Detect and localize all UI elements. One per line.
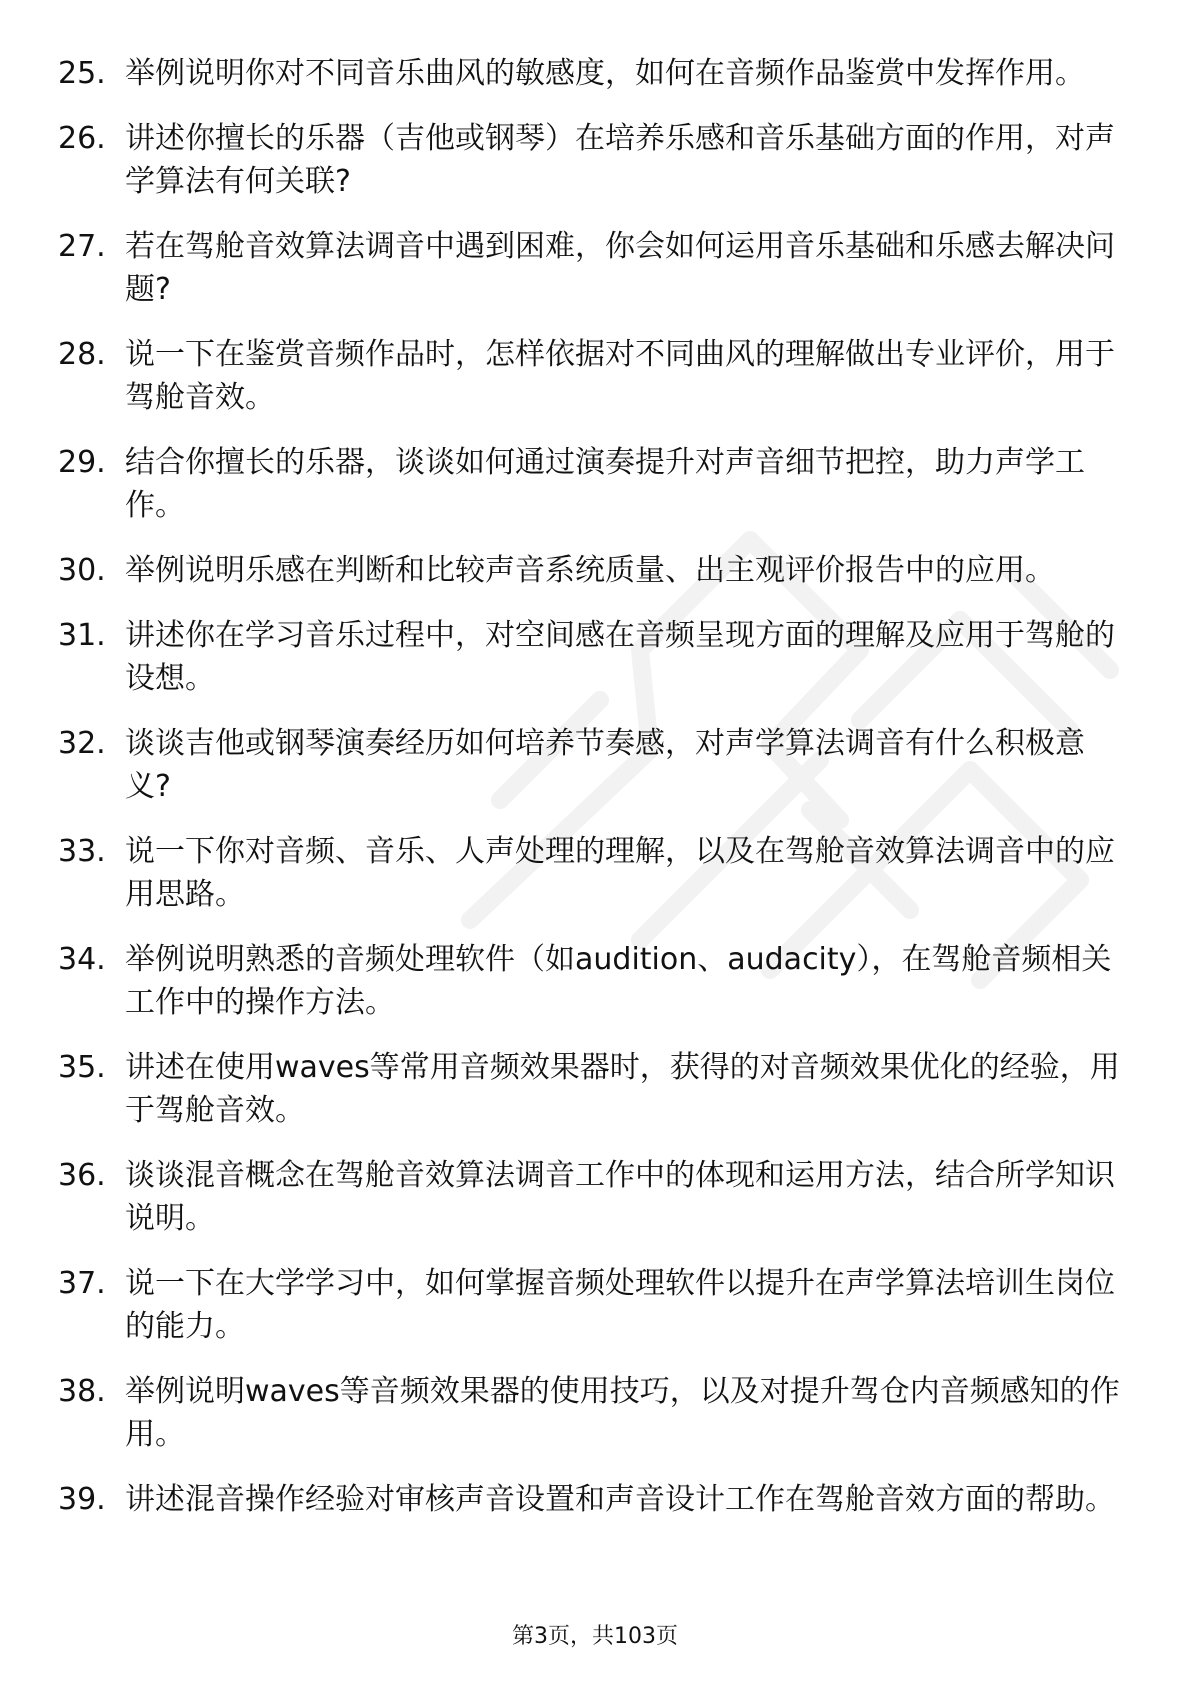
question-item-36 bbox=[58, 1154, 1128, 1240]
question-item-25 bbox=[58, 52, 1128, 95]
question-text: 讲述混音操作经验对审核声音设置和声音设计工作在驾舱音效方面的帮助。 bbox=[125, 1482, 1115, 1517]
question-number: 30. bbox=[58, 553, 106, 588]
question-text: 说一下你对音频、音乐、人声处理的理解，以及在驾舱音效算法调音中的应用思路。 bbox=[125, 834, 1115, 912]
question-number: 25. bbox=[58, 56, 106, 91]
question-number: 39. bbox=[58, 1482, 106, 1517]
question-item-35 bbox=[58, 1046, 1128, 1132]
question-number: 34. bbox=[58, 942, 106, 977]
page-footer bbox=[0, 1622, 1190, 1652]
question-item-34 bbox=[58, 938, 1128, 1024]
question-text: 结合你擅长的乐器，谈谈如何通过演奏提升对声音细节把控，助力声学工作。 bbox=[125, 445, 1085, 523]
question-text: 说一下在大学学习中，如何掌握音频处理软件以提升在声学算法培训生岗位的能力。 bbox=[125, 1266, 1115, 1344]
question-item-33 bbox=[58, 830, 1128, 916]
question-text: 讲述你擅长的乐器（吉他或钢琴）在培养乐感和音乐基础方面的作用，对声学算法有何关联? bbox=[125, 121, 1115, 199]
question-text: 讲述你在学习音乐过程中，对空间感在音频呈现方面的理解及应用于驾舱的设想。 bbox=[125, 618, 1115, 696]
question-item-27 bbox=[58, 225, 1128, 311]
question-text: 说一下在鉴赏音频作品时，怎样依据对不同曲风的理解做出专业评价，用于驾舱音效。 bbox=[125, 337, 1115, 415]
question-item-29 bbox=[58, 441, 1128, 527]
question-item-37 bbox=[58, 1262, 1128, 1348]
question-item-32 bbox=[58, 722, 1128, 808]
question-text: 若在驾舱音效算法调音中遇到困难，你会如何运用音乐基础和乐感去解决问题? bbox=[125, 229, 1115, 307]
question-text: 讲述在使用waves等常用音频效果器时，获得的对音频效果优化的经验，用于驾舱音效。 bbox=[125, 1050, 1120, 1128]
question-list bbox=[58, 52, 1128, 1543]
question-number: 37. bbox=[58, 1266, 106, 1301]
question-number: 31. bbox=[58, 618, 106, 653]
question-text: 举例说明waves等音频效果器的使用技巧，以及对提升驾仓内音频感知的作用。 bbox=[125, 1374, 1120, 1452]
question-item-38 bbox=[58, 1370, 1128, 1456]
question-text: 举例说明你对不同音乐曲风的敏感度，如何在音频作品鉴赏中发挥作用。 bbox=[125, 56, 1085, 91]
question-text: 举例说明乐感在判断和比较声音系统质量、出主观评价报告中的应用。 bbox=[125, 553, 1055, 588]
question-number: 29. bbox=[58, 445, 106, 480]
question-number: 38. bbox=[58, 1374, 106, 1409]
question-item-31 bbox=[58, 614, 1128, 700]
question-number: 32. bbox=[58, 726, 106, 761]
question-number: 36. bbox=[58, 1158, 106, 1193]
question-text: 举例说明熟悉的音频处理软件（如audition、audacity），在驾舱音频相关工作中的操作方法。 bbox=[125, 942, 1112, 1020]
question-number: 27. bbox=[58, 229, 106, 264]
question-item-26 bbox=[58, 117, 1128, 203]
question-number: 33. bbox=[58, 834, 106, 869]
question-text: 谈谈吉他或钢琴演奏经历如何培养节奏感，对声学算法调音有什么积极意义? bbox=[125, 726, 1085, 804]
question-text: 谈谈混音概念在驾舱音效算法调音工作中的体现和运用方法，结合所学知识说明。 bbox=[125, 1158, 1115, 1236]
question-item-28 bbox=[58, 333, 1128, 419]
question-number: 35. bbox=[58, 1050, 106, 1085]
question-item-39 bbox=[58, 1478, 1128, 1521]
question-item-30 bbox=[58, 549, 1128, 592]
question-number: 26. bbox=[58, 121, 106, 156]
page-indicator: 第3页，共103页 bbox=[512, 1624, 678, 1649]
question-number: 28. bbox=[58, 337, 106, 372]
